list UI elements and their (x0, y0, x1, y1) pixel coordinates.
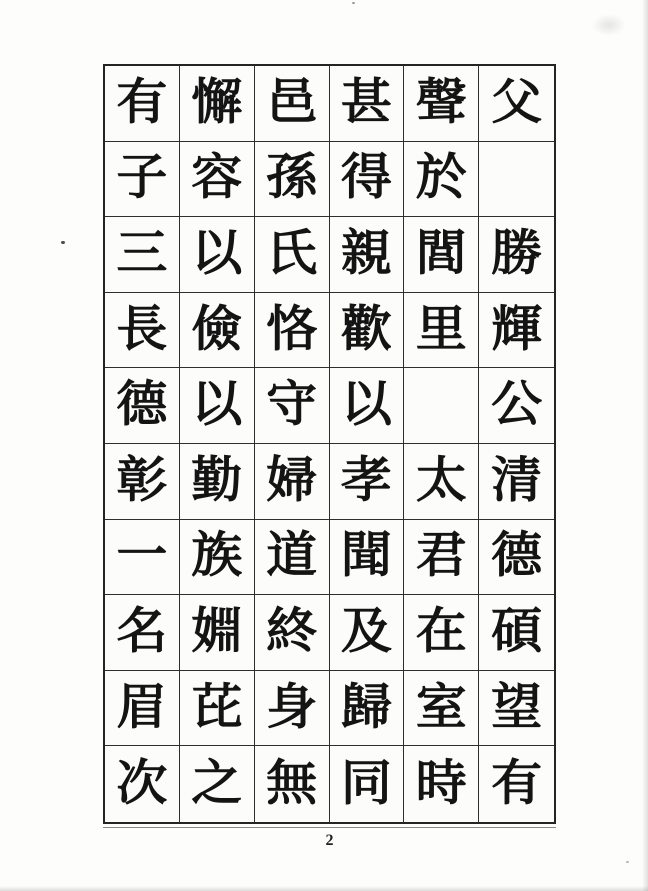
calligraphy-character: 族 (191, 529, 243, 584)
calligraphy-character: 終 (266, 605, 318, 659)
character-cell (404, 66, 479, 142)
calligraphy-character: 以 (340, 378, 392, 433)
ink-speck (352, 2, 355, 4)
character-cell (255, 671, 330, 747)
character-cell (255, 66, 330, 142)
calligraphy-character: 得 (340, 151, 392, 206)
character-cell (330, 368, 405, 444)
calligraphy-character: 孝 (340, 453, 392, 508)
character-cell (330, 671, 405, 747)
character-cell (479, 595, 554, 671)
calligraphy-character: 守 (266, 378, 318, 433)
character-cell (255, 595, 330, 671)
calligraphy-character: 室 (415, 680, 467, 735)
calligraphy-character: 望 (491, 680, 543, 735)
calligraphy-character: 有 (491, 756, 543, 811)
empty-cell (479, 142, 554, 218)
character-cell (105, 368, 180, 444)
character-cell (330, 444, 405, 520)
calligraphy-character: 閭 (415, 227, 467, 281)
calligraphy-character: 婦 (266, 453, 318, 508)
character-cell (180, 293, 255, 369)
character-cell (330, 293, 405, 369)
calligraphy-character: 時 (415, 756, 467, 811)
ink-speck (626, 861, 629, 863)
calligraphy-character: 里 (415, 302, 467, 357)
character-cell (105, 142, 180, 218)
scan-edge-shadow-right (642, 0, 648, 891)
calligraphy-character: 清 (491, 453, 543, 508)
character-cell (479, 671, 554, 747)
character-cell (180, 368, 255, 444)
calligraphy-character: 之 (191, 756, 243, 811)
character-cell (105, 746, 180, 822)
calligraphy-character: 德 (116, 378, 168, 433)
character-cell (255, 444, 330, 520)
character-cell (404, 142, 479, 218)
character-grid (103, 64, 556, 824)
character-cell (180, 66, 255, 142)
calligraphy-character: 在 (415, 605, 467, 659)
calligraphy-character: 名 (116, 605, 168, 659)
ink-speck (61, 241, 65, 244)
character-cell (255, 368, 330, 444)
character-cell (479, 293, 554, 369)
calligraphy-character: 聲 (415, 75, 467, 130)
character-cell (105, 671, 180, 747)
character-cell (404, 520, 479, 596)
calligraphy-character: 眉 (116, 680, 168, 735)
calligraphy-character: 子 (116, 151, 168, 206)
calligraphy-character: 恪 (266, 302, 318, 357)
character-cell (180, 595, 255, 671)
calligraphy-character: 邑 (266, 75, 318, 130)
calligraphy-character: 身 (266, 680, 318, 735)
character-cell (255, 520, 330, 596)
calligraphy-character: 公 (491, 378, 543, 433)
calligraphy-character: 同 (340, 756, 392, 811)
character-cell (180, 217, 255, 293)
calligraphy-character: 勤 (191, 453, 243, 508)
character-cell (479, 520, 554, 596)
calligraphy-character: 長 (116, 302, 168, 357)
calligraphy-character: 勝 (491, 227, 543, 281)
calligraphy-character: 有 (116, 75, 168, 130)
character-cell (180, 142, 255, 218)
calligraphy-character: 甚 (340, 75, 392, 130)
character-cell (404, 217, 479, 293)
character-cell (404, 293, 479, 369)
character-cell (330, 595, 405, 671)
calligraphy-character: 碩 (491, 605, 543, 659)
character-cell (404, 671, 479, 747)
character-cell (479, 66, 554, 142)
calligraphy-character: 氏 (266, 227, 318, 281)
character-cell (255, 217, 330, 293)
calligraphy-character: 輝 (491, 302, 543, 357)
calligraphy-character: 芘 (191, 680, 243, 735)
character-cell (255, 746, 330, 822)
calligraphy-character: 次 (116, 756, 168, 811)
character-cell (180, 671, 255, 747)
character-cell (105, 520, 180, 596)
character-cell (479, 217, 554, 293)
calligraphy-character: 以 (191, 378, 243, 433)
calligraphy-character: 容 (191, 151, 243, 206)
calligraphy-character: 一 (116, 529, 168, 584)
character-cell (105, 217, 180, 293)
calligraphy-character: 聞 (340, 529, 392, 584)
calligraphy-character: 儉 (191, 302, 243, 357)
character-cell (180, 746, 255, 822)
scan-smudge (592, 14, 626, 36)
calligraphy-character: 親 (340, 227, 392, 281)
calligraphy-character: 道 (266, 529, 318, 584)
calligraphy-character: 孫 (266, 151, 318, 206)
character-cell (404, 746, 479, 822)
character-cell (105, 595, 180, 671)
character-cell (180, 520, 255, 596)
character-cell (330, 142, 405, 218)
empty-cell (404, 368, 479, 444)
calligraphy-character: 歸 (340, 680, 392, 735)
calligraphy-character: 君 (415, 529, 467, 584)
calligraphy-character: 德 (491, 529, 543, 584)
calligraphy-character: 無 (266, 756, 318, 811)
character-cell (105, 293, 180, 369)
character-cell (255, 142, 330, 218)
calligraphy-character: 太 (415, 453, 467, 508)
character-cell (330, 66, 405, 142)
calligraphy-character: 歡 (340, 302, 392, 357)
page-number: 2 (325, 832, 334, 849)
scan-edge-shadow-bottom (0, 886, 648, 891)
character-cell (479, 368, 554, 444)
character-cell (330, 746, 405, 822)
character-cell (330, 217, 405, 293)
calligraphy-character: 以 (191, 227, 243, 281)
calligraphy-character: 於 (415, 151, 467, 206)
character-cell (105, 66, 180, 142)
character-cell (330, 520, 405, 596)
calligraphy-character: 三 (116, 227, 168, 281)
calligraphy-character: 及 (340, 605, 392, 659)
character-cell (105, 444, 180, 520)
calligraphy-character: 彰 (116, 453, 168, 508)
calligraphy-character: 懈 (191, 75, 243, 130)
character-cell (255, 293, 330, 369)
character-cell (479, 444, 554, 520)
character-cell (404, 595, 479, 671)
calligraphy-character: 父 (491, 75, 543, 130)
character-cell (404, 444, 479, 520)
character-cell (180, 444, 255, 520)
calligraphy-character: 婣 (191, 605, 243, 659)
character-cell (479, 746, 554, 822)
